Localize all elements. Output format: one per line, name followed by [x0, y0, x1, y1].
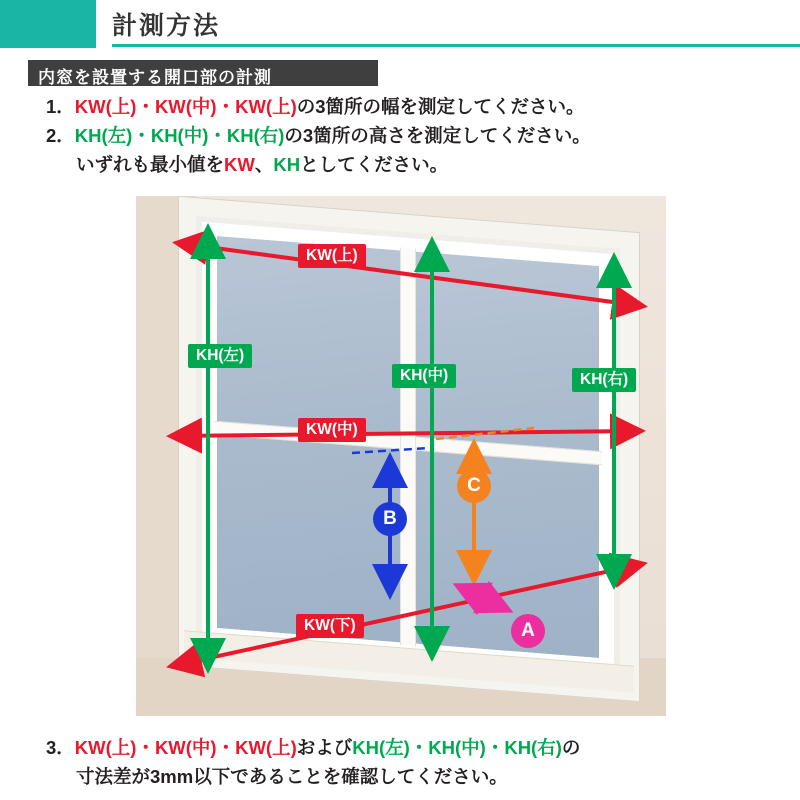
kw-top-arrow: [178, 243, 642, 306]
label-kh-left: KH(左): [188, 344, 252, 368]
step-2-line2-middle: 、: [254, 154, 274, 175]
step-3-line1: [46, 733, 786, 762]
step-2-kh-list: KH(左)・KH(中)・KH(右): [74, 125, 285, 146]
step-3-line2: [46, 762, 786, 791]
header-divider: [112, 44, 800, 47]
label-kh-mid: KH(中): [392, 364, 456, 388]
annotation-overlay: [136, 196, 666, 716]
section-subtitle-bar: [28, 60, 378, 86]
step-3-number: 3．: [46, 737, 75, 758]
marker-c: C: [457, 469, 491, 503]
step-2-tail: の3箇所の高さを測定してください。: [284, 125, 591, 146]
step-2: [46, 121, 786, 150]
page-title: 計測方法: [112, 12, 221, 40]
marker-b: B: [373, 502, 407, 536]
instruction-step-3: [46, 733, 786, 791]
step-1-number: 1．: [46, 96, 75, 117]
step-1: [46, 92, 786, 121]
header-accent-block: [0, 0, 96, 48]
step-3-line2-text: 寸法差が3mm以下であることを確認してください。: [76, 766, 508, 787]
label-kw-top: KW(上): [298, 244, 366, 268]
instruction-steps: [46, 92, 786, 179]
b-reference-dashed-line: [352, 448, 428, 453]
step-2-continued: [46, 150, 786, 179]
label-kw-bottom: KW(下): [296, 614, 364, 638]
step-1-tail: の3箇所の幅を測定してください。: [296, 96, 585, 117]
section-subtitle-text: 内窓を設置する開口部の計測: [38, 68, 272, 87]
step-2-line2-prefix: いずれも最小値を: [76, 154, 225, 175]
step-3-tail: の: [561, 737, 581, 758]
step-2-line2-kh: KH: [273, 154, 301, 175]
a-dimension-arrow: [458, 586, 508, 610]
measurement-figure: [136, 196, 666, 716]
step-3-kw-list: KW(上)・KW(中)・KW(上): [74, 737, 297, 758]
marker-a: A: [511, 614, 545, 648]
kw-mid-arrow: [172, 431, 640, 436]
step-2-number: 2．: [46, 125, 75, 146]
step-3-kh-list: KH(左)・KH(中)・KH(右): [352, 737, 562, 758]
page-header: [0, 0, 800, 48]
step-3-and: および: [296, 737, 353, 758]
label-kh-right: KH(右): [572, 368, 636, 392]
step-2-line2-suffix: としてください。: [300, 154, 449, 175]
label-kw-mid: KW(中): [298, 418, 366, 442]
step-1-kw-list: KW(上)・KW(中)・KW(上): [74, 96, 297, 117]
step-2-line2-kw: KW: [224, 154, 255, 175]
kw-bottom-arrow: [172, 564, 642, 666]
